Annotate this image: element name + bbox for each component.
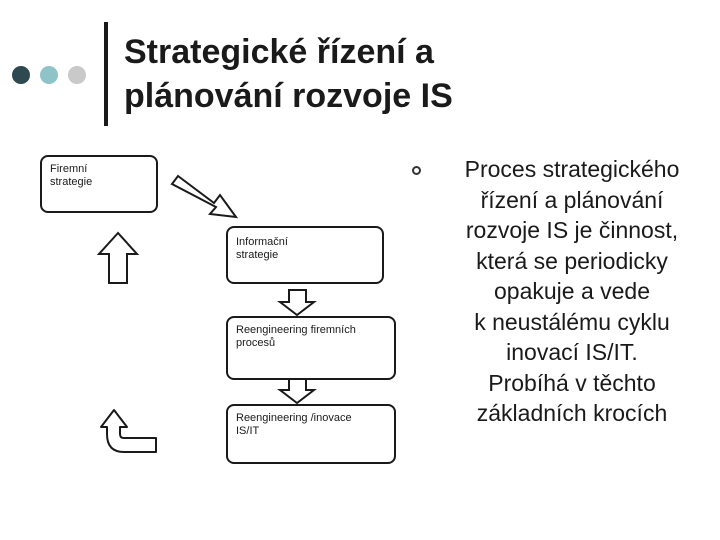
box-reengineering-is [226,404,396,464]
bullet-line: inovací IS/IT. [506,339,638,365]
box-informacni-line-2: strategie [236,249,279,261]
bullet-line: Proces strategického [464,156,680,182]
box-informacni-line-1: Informační [236,236,288,248]
box-reeng-procesu-line-1: Reengineering firemních [236,324,356,336]
title-line-2: plánování rozvoje IS [124,77,453,115]
return-arrow-icon [101,410,156,452]
up-arrow-icon [99,233,137,283]
title-line-1: Strategické řízení a [124,33,434,71]
box-reengineering-procesu [226,316,396,380]
bullet-line: která se periodicky [476,247,668,274]
box-firemni-line-1: Firemní [50,163,88,175]
down-arrow-icon-1 [280,290,314,315]
bullet-line: k neustálému cyklu [474,308,670,335]
box-reeng-is-line-2: IS/IT [236,425,260,437]
bullet-line: Probíhá v těchto [488,369,656,396]
bullet-circle-icon [412,166,421,175]
bullet-line: základních krocích [476,400,668,426]
bullet-line: opakuje a vede [493,278,650,304]
down-arrow-icon-2 [280,379,314,403]
box-informacni-strategie [226,226,384,284]
bullet-line: řízení a plánování [480,186,664,213]
box-firemni-strategie [40,155,158,213]
bullet-text [426,154,718,429]
box-firemni-line-2: strategie [50,176,93,188]
box-reeng-is-line-1: Reengineering /inovace [236,412,352,424]
box-reeng-procesu-line-2: procesů [236,337,276,349]
bullet-line: rozvoje IS je činnost, [465,217,679,243]
diagonal-arrow-icon [172,176,236,217]
